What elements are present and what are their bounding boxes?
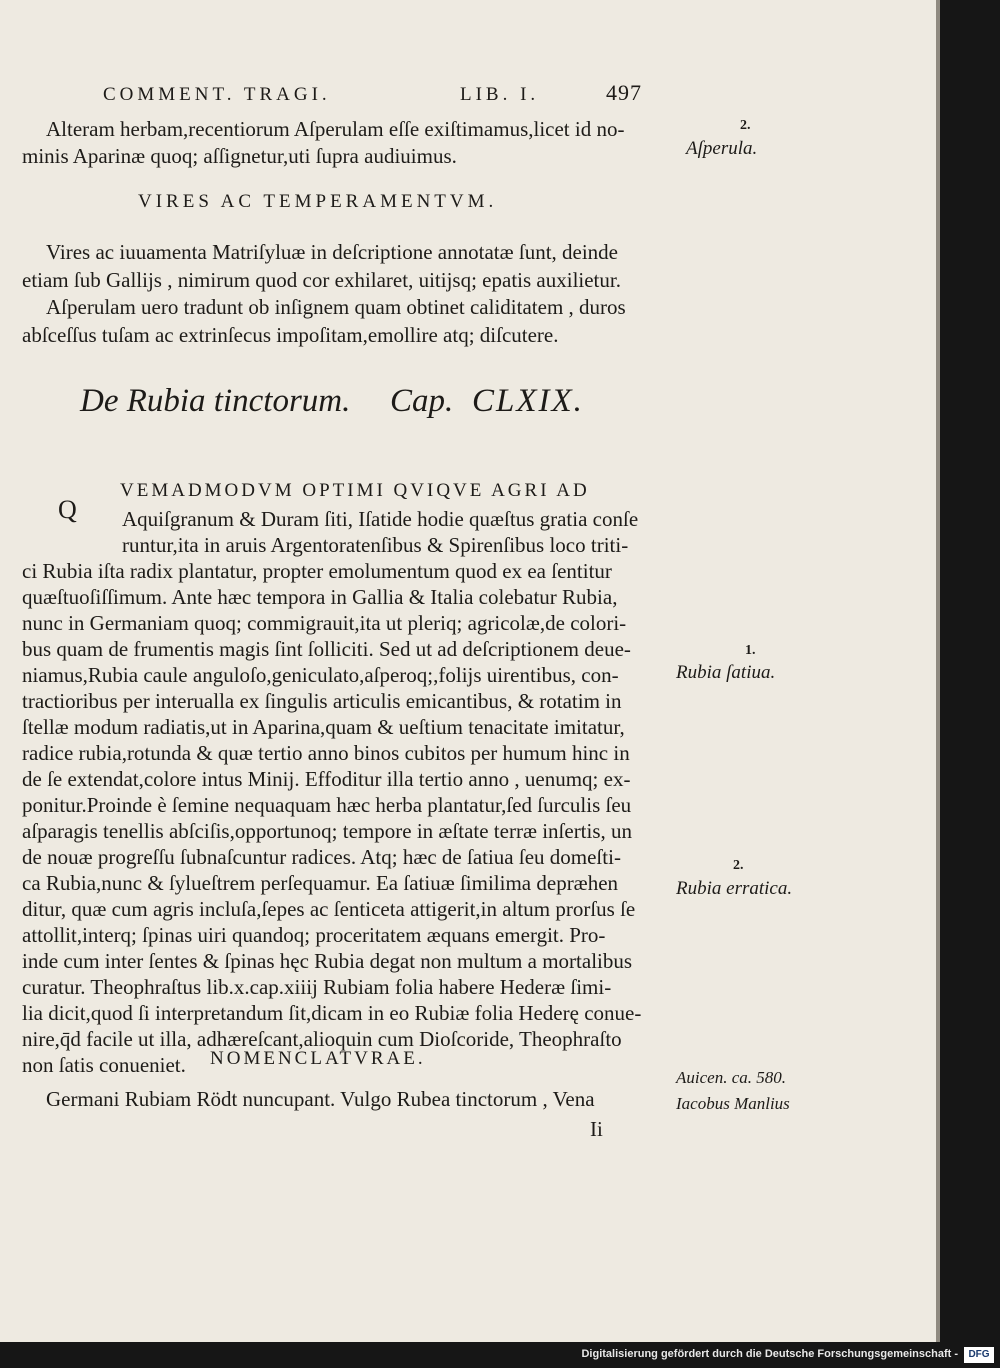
margin-note: Aſperula. [686, 138, 758, 159]
margin-note: Auicen. ca. 580. [676, 1068, 786, 1087]
text-line: Aſperulam uero tradunt ob inſignem quam obtinet caliditatem , duros [46, 295, 626, 319]
opening-caps-line: VEMADMODVM OPTIMI QVIQVE AGRI AD [120, 480, 590, 501]
section-heading-nomenclaturae: NOMENCLATVRAE. [210, 1048, 426, 1069]
text-line: nire,q̄d facile ut illa, adhæreſcant,alioquin cum Dioſcoride, Theophraſto [22, 1027, 622, 1051]
text-line: ſtellæ modum radiatis,ut in Aparina,quam & ueſtium tenacitate imitatur, [22, 715, 625, 739]
margin-note-number: 1. [745, 643, 756, 658]
chapter-number: CLXIX. [472, 383, 584, 419]
page-edge [936, 0, 940, 1342]
text-line: tractioribus per interualla ex ſingulis articulis emicantibus, & rotatim in [22, 689, 622, 713]
text-line: inde cum inter ſentes & ſpinas hęc Rubia degat non multum a mortalibus [22, 949, 633, 973]
text-line: niamus,Rubia caule anguloſo,geniculato,aſperoq;,folijs uirentibus, con- [22, 663, 619, 687]
text-line: lia dicit,quod ſi interpretandum ſit,dicam in eo Rubiæ folia Hederę conue- [22, 1001, 642, 1025]
text-line: ca Rubia,nunc & ſylueſtrem perſequamur. Ea ſatiuæ ſimilima depræhen [22, 871, 619, 895]
dfg-logo: DFG [964, 1347, 994, 1363]
chapter-title: De Rubia tinctorum. [80, 383, 351, 419]
margin-note: Iacobus Manlius [676, 1094, 790, 1113]
text-line: Aquiſgranum & Duram ſiti, Iſatide hodie quæſtus gratia conſe [122, 507, 639, 531]
text-line: Germani Rubiam Rödt nuncupant. Vulgo Rubea tinctorum , Vena [46, 1087, 595, 1111]
text-line: de nouæ progreſſu ſubnaſcuntur radices. Atq; hæc de ſatiua ſeu domeſti- [22, 845, 621, 869]
text-line: non ſatis conueniet. [22, 1053, 186, 1077]
text-line: quæſtuoſiſſimum. Ante hæc tempora in Gallia & Italia colebatur Rubia, [22, 585, 618, 609]
chapter-cap-label: Cap. [390, 383, 454, 419]
text-line: minis Aparinæ quoq; aſſignetur,uti ſupra audiuimus. [22, 144, 457, 168]
text-line: ditur, quæ cum agris incluſa,ſepes ac ſenticeta attigerit,in altum prorſus ſe [22, 897, 636, 921]
text-line: ci Rubia iſta radix plantatur, propter emolumentum quod ex ea ſentitur [22, 559, 612, 583]
text-line: radice rubia,rotunda & quæ tertio anno binos cubitos per humum hinc in [22, 741, 630, 765]
margin-note: Rubia ſatiua. [676, 662, 776, 683]
footer-bar [0, 1342, 1000, 1368]
text-line: runtur,ita in aruis Argentoratenſibus & Spirenſibus loco triti- [122, 533, 629, 557]
text-line: abſceſſus tuſam ac extrinſecus impoſitam,emollire atq; diſcutere. [22, 323, 559, 347]
text-line: bus quam de frumentis magis ſint ſolliciti. Sed ut ad deſcriptionem deue- [22, 637, 631, 661]
text-line: Vires ac iuuamenta Matriſyluæ in deſcriptione annotatæ ſunt, deinde [46, 240, 619, 264]
margin-note-number: 2. [740, 118, 751, 133]
section-heading-vires: VIRES AC TEMPERAMENTVM. [138, 191, 498, 212]
text-line: ponitur.Proinde è ſemine nequaquam hæc herba plantatur,ſed ſurculis ſeu [22, 793, 632, 817]
catchword: Ii [590, 1117, 603, 1141]
text-line: nunc in Germaniam quoq; commigrauit,ita ut pleriq; agricolæ,de colori- [22, 611, 627, 635]
margin-note: Rubia erratica. [676, 878, 793, 899]
margin-note-number: 2. [733, 858, 744, 873]
text-line: curatur. Theophraſtus lib.x.cap.xiiij Rubiam folia habere Hederæ ſimi- [22, 975, 612, 999]
drop-capital: Q [58, 495, 77, 524]
text-line: attollit,interq; ſpinas uiri quandoq; proceritatem æquans emergit. Pro- [22, 923, 606, 947]
funding-notice: Digitalisierung gefördert durch die Deutsche Forschungsgemeinschaft - [581, 1348, 958, 1360]
text-line: etiam ſub Gallijs , nimirum quod cor exhilaret, uitijsq; epatis auxilietur. [22, 268, 621, 292]
text-line: Alteram herbam,recentiorum Aſperulam eſſe exiſtimamus,licet id no- [46, 117, 625, 141]
running-head-title: COMMENT. TRAGI. [103, 84, 331, 105]
page-number: 497 [606, 80, 642, 105]
text-line: de ſe extendat,colore intus Minij. Effoditur illa tertio anno , uenumq; ex- [22, 767, 631, 791]
text-line: aſparagis tenellis abſciſis,opportunoq; tempore in æſtate terræ inſertis, un [22, 819, 633, 843]
running-head-book: LIB. I. [460, 84, 540, 105]
